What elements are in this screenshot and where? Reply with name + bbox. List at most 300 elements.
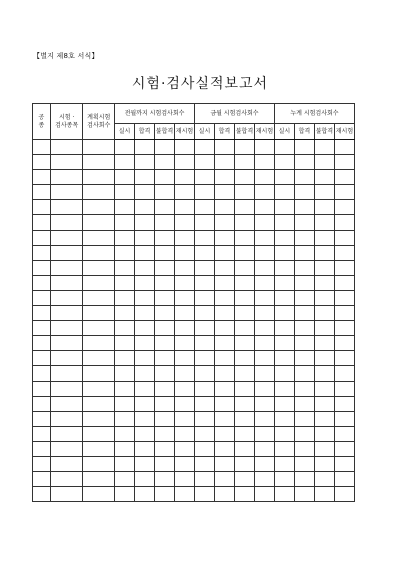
table-cell[interactable] — [155, 487, 175, 502]
table-cell[interactable] — [314, 381, 334, 396]
table-cell[interactable] — [135, 170, 155, 185]
table-cell[interactable] — [274, 260, 294, 275]
table-cell[interactable] — [334, 472, 354, 487]
table-cell[interactable] — [214, 336, 234, 351]
table-cell[interactable] — [115, 245, 135, 260]
table-cell[interactable] — [254, 170, 274, 185]
table-cell[interactable] — [135, 306, 155, 321]
table-cell[interactable] — [234, 396, 254, 411]
table-cell[interactable] — [174, 185, 194, 200]
table-cell[interactable] — [274, 426, 294, 441]
table-cell[interactable] — [274, 290, 294, 305]
table-cell[interactable] — [234, 366, 254, 381]
table-cell[interactable] — [274, 200, 294, 215]
table-cell[interactable] — [155, 351, 175, 366]
table-cell[interactable] — [314, 321, 334, 336]
table-cell[interactable] — [254, 396, 274, 411]
table-cell[interactable] — [214, 306, 234, 321]
table-cell[interactable] — [33, 306, 51, 321]
table-cell[interactable] — [174, 351, 194, 366]
table-cell[interactable] — [135, 215, 155, 230]
table-cell[interactable] — [83, 411, 115, 426]
table-cell[interactable] — [174, 441, 194, 456]
table-cell[interactable] — [115, 215, 135, 230]
table-cell[interactable] — [174, 275, 194, 290]
table-cell[interactable] — [334, 306, 354, 321]
table-cell[interactable] — [83, 306, 115, 321]
table-cell[interactable] — [334, 140, 354, 155]
table-cell[interactable] — [274, 185, 294, 200]
table-cell[interactable] — [194, 472, 214, 487]
table-cell[interactable] — [334, 336, 354, 351]
table-cell[interactable] — [234, 140, 254, 155]
table-cell[interactable] — [174, 487, 194, 502]
table-cell[interactable] — [294, 381, 314, 396]
table-cell[interactable] — [155, 456, 175, 471]
table-cell[interactable] — [33, 245, 51, 260]
table-cell[interactable] — [194, 230, 214, 245]
table-cell[interactable] — [174, 230, 194, 245]
table-cell[interactable] — [214, 185, 234, 200]
table-cell[interactable] — [214, 472, 234, 487]
table-cell[interactable] — [214, 230, 234, 245]
table-cell[interactable] — [254, 336, 274, 351]
table-cell[interactable] — [50, 306, 83, 321]
table-cell[interactable] — [174, 170, 194, 185]
table-cell[interactable] — [155, 306, 175, 321]
table-cell[interactable] — [314, 487, 334, 502]
table-cell[interactable] — [274, 456, 294, 471]
table-cell[interactable] — [115, 472, 135, 487]
table-cell[interactable] — [135, 366, 155, 381]
table-cell[interactable] — [214, 260, 234, 275]
table-cell[interactable] — [194, 185, 214, 200]
table-cell[interactable] — [50, 366, 83, 381]
table-cell[interactable] — [83, 215, 115, 230]
table-cell[interactable] — [254, 140, 274, 155]
table-cell[interactable] — [155, 260, 175, 275]
table-cell[interactable] — [334, 366, 354, 381]
table-cell[interactable] — [33, 472, 51, 487]
table-cell[interactable] — [254, 321, 274, 336]
table-cell[interactable] — [83, 155, 115, 170]
table-cell[interactable] — [254, 185, 274, 200]
table-cell[interactable] — [83, 260, 115, 275]
table-cell[interactable] — [174, 245, 194, 260]
table-cell[interactable] — [274, 306, 294, 321]
table-cell[interactable] — [115, 170, 135, 185]
table-cell[interactable] — [83, 381, 115, 396]
table-cell[interactable] — [33, 230, 51, 245]
table-cell[interactable] — [294, 245, 314, 260]
table-cell[interactable] — [194, 381, 214, 396]
table-cell[interactable] — [194, 245, 214, 260]
table-cell[interactable] — [83, 170, 115, 185]
table-cell[interactable] — [174, 456, 194, 471]
table-cell[interactable] — [274, 472, 294, 487]
table-cell[interactable] — [135, 381, 155, 396]
table-cell[interactable] — [294, 200, 314, 215]
table-cell[interactable] — [274, 381, 294, 396]
table-cell[interactable] — [234, 321, 254, 336]
table-cell[interactable] — [314, 472, 334, 487]
table-cell[interactable] — [155, 366, 175, 381]
table-cell[interactable] — [334, 185, 354, 200]
table-cell[interactable] — [33, 351, 51, 366]
table-cell[interactable] — [135, 336, 155, 351]
table-cell[interactable] — [234, 351, 254, 366]
table-cell[interactable] — [155, 321, 175, 336]
table-cell[interactable] — [50, 336, 83, 351]
table-cell[interactable] — [174, 472, 194, 487]
table-cell[interactable] — [294, 155, 314, 170]
table-cell[interactable] — [314, 426, 334, 441]
table-cell[interactable] — [50, 155, 83, 170]
table-cell[interactable] — [294, 321, 314, 336]
table-cell[interactable] — [294, 472, 314, 487]
table-cell[interactable] — [155, 170, 175, 185]
table-cell[interactable] — [234, 441, 254, 456]
table-cell[interactable] — [234, 472, 254, 487]
table-cell[interactable] — [234, 487, 254, 502]
table-cell[interactable] — [314, 290, 334, 305]
table-cell[interactable] — [194, 487, 214, 502]
table-cell[interactable] — [155, 155, 175, 170]
table-cell[interactable] — [234, 230, 254, 245]
table-cell[interactable] — [294, 456, 314, 471]
table-cell[interactable] — [254, 306, 274, 321]
table-cell[interactable] — [194, 411, 214, 426]
table-cell[interactable] — [214, 396, 234, 411]
table-cell[interactable] — [334, 426, 354, 441]
table-cell[interactable] — [83, 245, 115, 260]
table-cell[interactable] — [234, 456, 254, 471]
table-cell[interactable] — [135, 185, 155, 200]
table-cell[interactable] — [50, 140, 83, 155]
table-cell[interactable] — [334, 487, 354, 502]
table-cell[interactable] — [314, 411, 334, 426]
table-cell[interactable] — [274, 396, 294, 411]
table-cell[interactable] — [50, 441, 83, 456]
table-cell[interactable] — [254, 351, 274, 366]
table-cell[interactable] — [214, 155, 234, 170]
table-cell[interactable] — [254, 381, 274, 396]
table-cell[interactable] — [135, 396, 155, 411]
table-cell[interactable] — [334, 155, 354, 170]
table-cell[interactable] — [274, 140, 294, 155]
table-cell[interactable] — [334, 456, 354, 471]
table-cell[interactable] — [115, 366, 135, 381]
table-cell[interactable] — [274, 170, 294, 185]
table-cell[interactable] — [234, 290, 254, 305]
table-cell[interactable] — [214, 351, 234, 366]
table-cell[interactable] — [254, 275, 274, 290]
table-cell[interactable] — [83, 426, 115, 441]
table-cell[interactable] — [294, 426, 314, 441]
table-cell[interactable] — [33, 200, 51, 215]
table-cell[interactable] — [50, 396, 83, 411]
table-cell[interactable] — [135, 426, 155, 441]
table-cell[interactable] — [33, 275, 51, 290]
table-cell[interactable] — [314, 351, 334, 366]
table-cell[interactable] — [33, 366, 51, 381]
table-cell[interactable] — [50, 230, 83, 245]
table-cell[interactable] — [115, 336, 135, 351]
table-cell[interactable] — [274, 487, 294, 502]
table-cell[interactable] — [294, 441, 314, 456]
table-cell[interactable] — [314, 260, 334, 275]
table-cell[interactable] — [334, 200, 354, 215]
table-cell[interactable] — [115, 185, 135, 200]
table-cell[interactable] — [83, 230, 115, 245]
table-cell[interactable] — [214, 140, 234, 155]
table-cell[interactable] — [274, 441, 294, 456]
table-cell[interactable] — [334, 275, 354, 290]
table-cell[interactable] — [314, 336, 334, 351]
table-cell[interactable] — [294, 351, 314, 366]
table-cell[interactable] — [174, 215, 194, 230]
table-cell[interactable] — [50, 245, 83, 260]
table-cell[interactable] — [194, 275, 214, 290]
table-cell[interactable] — [115, 306, 135, 321]
table-cell[interactable] — [135, 140, 155, 155]
table-cell[interactable] — [50, 381, 83, 396]
table-cell[interactable] — [194, 215, 214, 230]
table-cell[interactable] — [83, 396, 115, 411]
table-cell[interactable] — [33, 396, 51, 411]
table-cell[interactable] — [135, 411, 155, 426]
table-cell[interactable] — [254, 487, 274, 502]
table-cell[interactable] — [234, 170, 254, 185]
table-cell[interactable] — [155, 426, 175, 441]
table-cell[interactable] — [254, 200, 274, 215]
table-cell[interactable] — [194, 336, 214, 351]
table-cell[interactable] — [135, 487, 155, 502]
table-cell[interactable] — [174, 306, 194, 321]
table-cell[interactable] — [254, 472, 274, 487]
table-cell[interactable] — [115, 321, 135, 336]
table-cell[interactable] — [194, 321, 214, 336]
table-cell[interactable] — [314, 185, 334, 200]
table-cell[interactable] — [50, 260, 83, 275]
table-cell[interactable] — [135, 230, 155, 245]
table-cell[interactable] — [174, 321, 194, 336]
table-cell[interactable] — [33, 260, 51, 275]
table-cell[interactable] — [194, 170, 214, 185]
table-cell[interactable] — [234, 306, 254, 321]
table-cell[interactable] — [254, 155, 274, 170]
table-cell[interactable] — [254, 230, 274, 245]
table-cell[interactable] — [214, 275, 234, 290]
table-cell[interactable] — [115, 275, 135, 290]
table-cell[interactable] — [314, 245, 334, 260]
table-cell[interactable] — [174, 155, 194, 170]
table-cell[interactable] — [234, 185, 254, 200]
table-cell[interactable] — [214, 456, 234, 471]
table-cell[interactable] — [334, 411, 354, 426]
table-cell[interactable] — [314, 200, 334, 215]
table-cell[interactable] — [274, 336, 294, 351]
table-cell[interactable] — [155, 411, 175, 426]
table-cell[interactable] — [214, 441, 234, 456]
table-cell[interactable] — [174, 290, 194, 305]
table-cell[interactable] — [135, 351, 155, 366]
table-cell[interactable] — [214, 200, 234, 215]
table-cell[interactable] — [194, 306, 214, 321]
table-cell[interactable] — [50, 170, 83, 185]
table-cell[interactable] — [334, 170, 354, 185]
table-cell[interactable] — [174, 200, 194, 215]
table-cell[interactable] — [135, 155, 155, 170]
table-cell[interactable] — [314, 441, 334, 456]
table-cell[interactable] — [115, 441, 135, 456]
table-cell[interactable] — [194, 260, 214, 275]
table-cell[interactable] — [234, 245, 254, 260]
table-cell[interactable] — [33, 140, 51, 155]
table-cell[interactable] — [33, 411, 51, 426]
table-cell[interactable] — [294, 215, 314, 230]
table-cell[interactable] — [214, 290, 234, 305]
table-cell[interactable] — [294, 230, 314, 245]
table-cell[interactable] — [314, 306, 334, 321]
table-cell[interactable] — [214, 381, 234, 396]
table-cell[interactable] — [50, 351, 83, 366]
table-cell[interactable] — [155, 140, 175, 155]
table-cell[interactable] — [115, 351, 135, 366]
table-cell[interactable] — [135, 275, 155, 290]
table-cell[interactable] — [135, 290, 155, 305]
table-cell[interactable] — [254, 426, 274, 441]
table-cell[interactable] — [83, 487, 115, 502]
table-cell[interactable] — [155, 336, 175, 351]
table-cell[interactable] — [135, 441, 155, 456]
table-cell[interactable] — [274, 215, 294, 230]
table-cell[interactable] — [194, 426, 214, 441]
table-cell[interactable] — [254, 456, 274, 471]
table-cell[interactable] — [83, 351, 115, 366]
table-cell[interactable] — [294, 275, 314, 290]
table-cell[interactable] — [155, 396, 175, 411]
table-cell[interactable] — [194, 441, 214, 456]
table-cell[interactable] — [33, 426, 51, 441]
table-cell[interactable] — [50, 290, 83, 305]
table-cell[interactable] — [33, 321, 51, 336]
table-cell[interactable] — [174, 260, 194, 275]
table-cell[interactable] — [155, 185, 175, 200]
table-cell[interactable] — [33, 215, 51, 230]
table-cell[interactable] — [174, 140, 194, 155]
table-cell[interactable] — [294, 260, 314, 275]
table-cell[interactable] — [115, 381, 135, 396]
table-cell[interactable] — [33, 441, 51, 456]
table-cell[interactable] — [234, 426, 254, 441]
table-cell[interactable] — [115, 290, 135, 305]
table-cell[interactable] — [194, 140, 214, 155]
table-cell[interactable] — [115, 487, 135, 502]
table-cell[interactable] — [234, 336, 254, 351]
table-cell[interactable] — [254, 290, 274, 305]
table-cell[interactable] — [314, 230, 334, 245]
table-cell[interactable] — [194, 366, 214, 381]
table-cell[interactable] — [83, 321, 115, 336]
table-cell[interactable] — [50, 275, 83, 290]
table-cell[interactable] — [83, 456, 115, 471]
table-cell[interactable] — [254, 441, 274, 456]
table-cell[interactable] — [155, 200, 175, 215]
table-cell[interactable] — [135, 456, 155, 471]
table-cell[interactable] — [334, 396, 354, 411]
table-cell[interactable] — [334, 381, 354, 396]
table-cell[interactable] — [33, 290, 51, 305]
table-cell[interactable] — [254, 366, 274, 381]
table-cell[interactable] — [50, 215, 83, 230]
table-cell[interactable] — [115, 260, 135, 275]
table-cell[interactable] — [115, 456, 135, 471]
table-cell[interactable] — [33, 185, 51, 200]
table-cell[interactable] — [83, 472, 115, 487]
table-cell[interactable] — [294, 336, 314, 351]
table-cell[interactable] — [254, 411, 274, 426]
table-cell[interactable] — [155, 472, 175, 487]
table-cell[interactable] — [194, 200, 214, 215]
table-cell[interactable] — [33, 155, 51, 170]
table-cell[interactable] — [33, 381, 51, 396]
table-cell[interactable] — [135, 245, 155, 260]
table-cell[interactable] — [314, 366, 334, 381]
table-cell[interactable] — [50, 426, 83, 441]
table-cell[interactable] — [174, 336, 194, 351]
table-cell[interactable] — [294, 366, 314, 381]
table-cell[interactable] — [274, 275, 294, 290]
table-cell[interactable] — [334, 351, 354, 366]
table-cell[interactable] — [33, 487, 51, 502]
table-cell[interactable] — [33, 336, 51, 351]
table-cell[interactable] — [294, 170, 314, 185]
table-cell[interactable] — [115, 426, 135, 441]
table-cell[interactable] — [314, 396, 334, 411]
table-cell[interactable] — [115, 230, 135, 245]
table-cell[interactable] — [274, 366, 294, 381]
table-cell[interactable] — [274, 321, 294, 336]
table-cell[interactable] — [314, 456, 334, 471]
table-cell[interactable] — [214, 245, 234, 260]
table-cell[interactable] — [83, 441, 115, 456]
table-cell[interactable] — [234, 200, 254, 215]
table-cell[interactable] — [33, 456, 51, 471]
table-cell[interactable] — [135, 200, 155, 215]
table-cell[interactable] — [214, 426, 234, 441]
table-cell[interactable] — [50, 487, 83, 502]
table-cell[interactable] — [115, 411, 135, 426]
table-cell[interactable] — [115, 200, 135, 215]
table-cell[interactable] — [135, 260, 155, 275]
table-cell[interactable] — [155, 290, 175, 305]
table-cell[interactable] — [214, 321, 234, 336]
table-cell[interactable] — [50, 321, 83, 336]
table-cell[interactable] — [155, 381, 175, 396]
table-cell[interactable] — [234, 381, 254, 396]
table-cell[interactable] — [155, 441, 175, 456]
table-cell[interactable] — [294, 411, 314, 426]
table-cell[interactable] — [155, 245, 175, 260]
table-cell[interactable] — [334, 215, 354, 230]
table-cell[interactable] — [50, 456, 83, 471]
table-cell[interactable] — [314, 215, 334, 230]
table-cell[interactable] — [155, 275, 175, 290]
table-cell[interactable] — [274, 351, 294, 366]
table-cell[interactable] — [234, 155, 254, 170]
table-cell[interactable] — [294, 140, 314, 155]
